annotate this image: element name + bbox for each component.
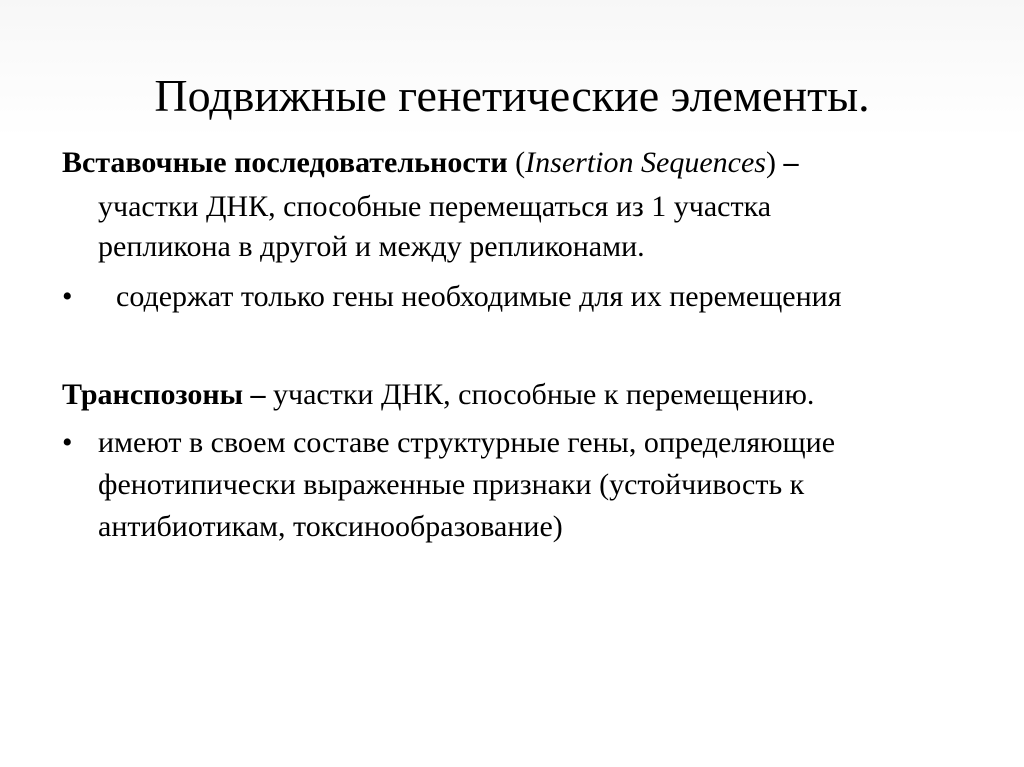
insertion-dash: – bbox=[775, 146, 799, 179]
insertion-bullet-marker: • bbox=[62, 280, 73, 313]
insertion-bullet-text: содержат только гены необходимые для их перемещения bbox=[116, 280, 842, 313]
insertion-paren-open: ( bbox=[507, 146, 526, 179]
insertion-definition-line-1 bbox=[62, 142, 798, 184]
insertion-definition-line-2: участки ДНК, способные перемещаться из 1 участка bbox=[98, 190, 772, 223]
insertion-paren-close: ) bbox=[765, 146, 776, 179]
transposons-bullet-line-2: фенотипически выраженные признаки (устойчивость к bbox=[98, 468, 805, 501]
insertion-english-term: Insertion Sequences bbox=[525, 146, 766, 179]
transposons-description: участки ДНК, способные к перемещению. bbox=[265, 378, 815, 411]
transposons-term: Транспозоны – bbox=[62, 378, 266, 411]
transposons-definition bbox=[62, 374, 814, 416]
transposons-bullet-line-3: антибиотикам, токсинообразование) bbox=[98, 510, 563, 543]
slide-title: Подвижные генетические элементы. bbox=[154, 70, 870, 121]
insertion-term: Вставочные последовательности bbox=[62, 146, 508, 179]
transposons-bullet-marker: • bbox=[62, 426, 73, 459]
transposons-bullet-line-1: имеют в своем составе структурные гены, определяющие bbox=[98, 426, 836, 459]
insertion-definition-line-3: репликона в другой и между репликонами. bbox=[98, 230, 645, 263]
